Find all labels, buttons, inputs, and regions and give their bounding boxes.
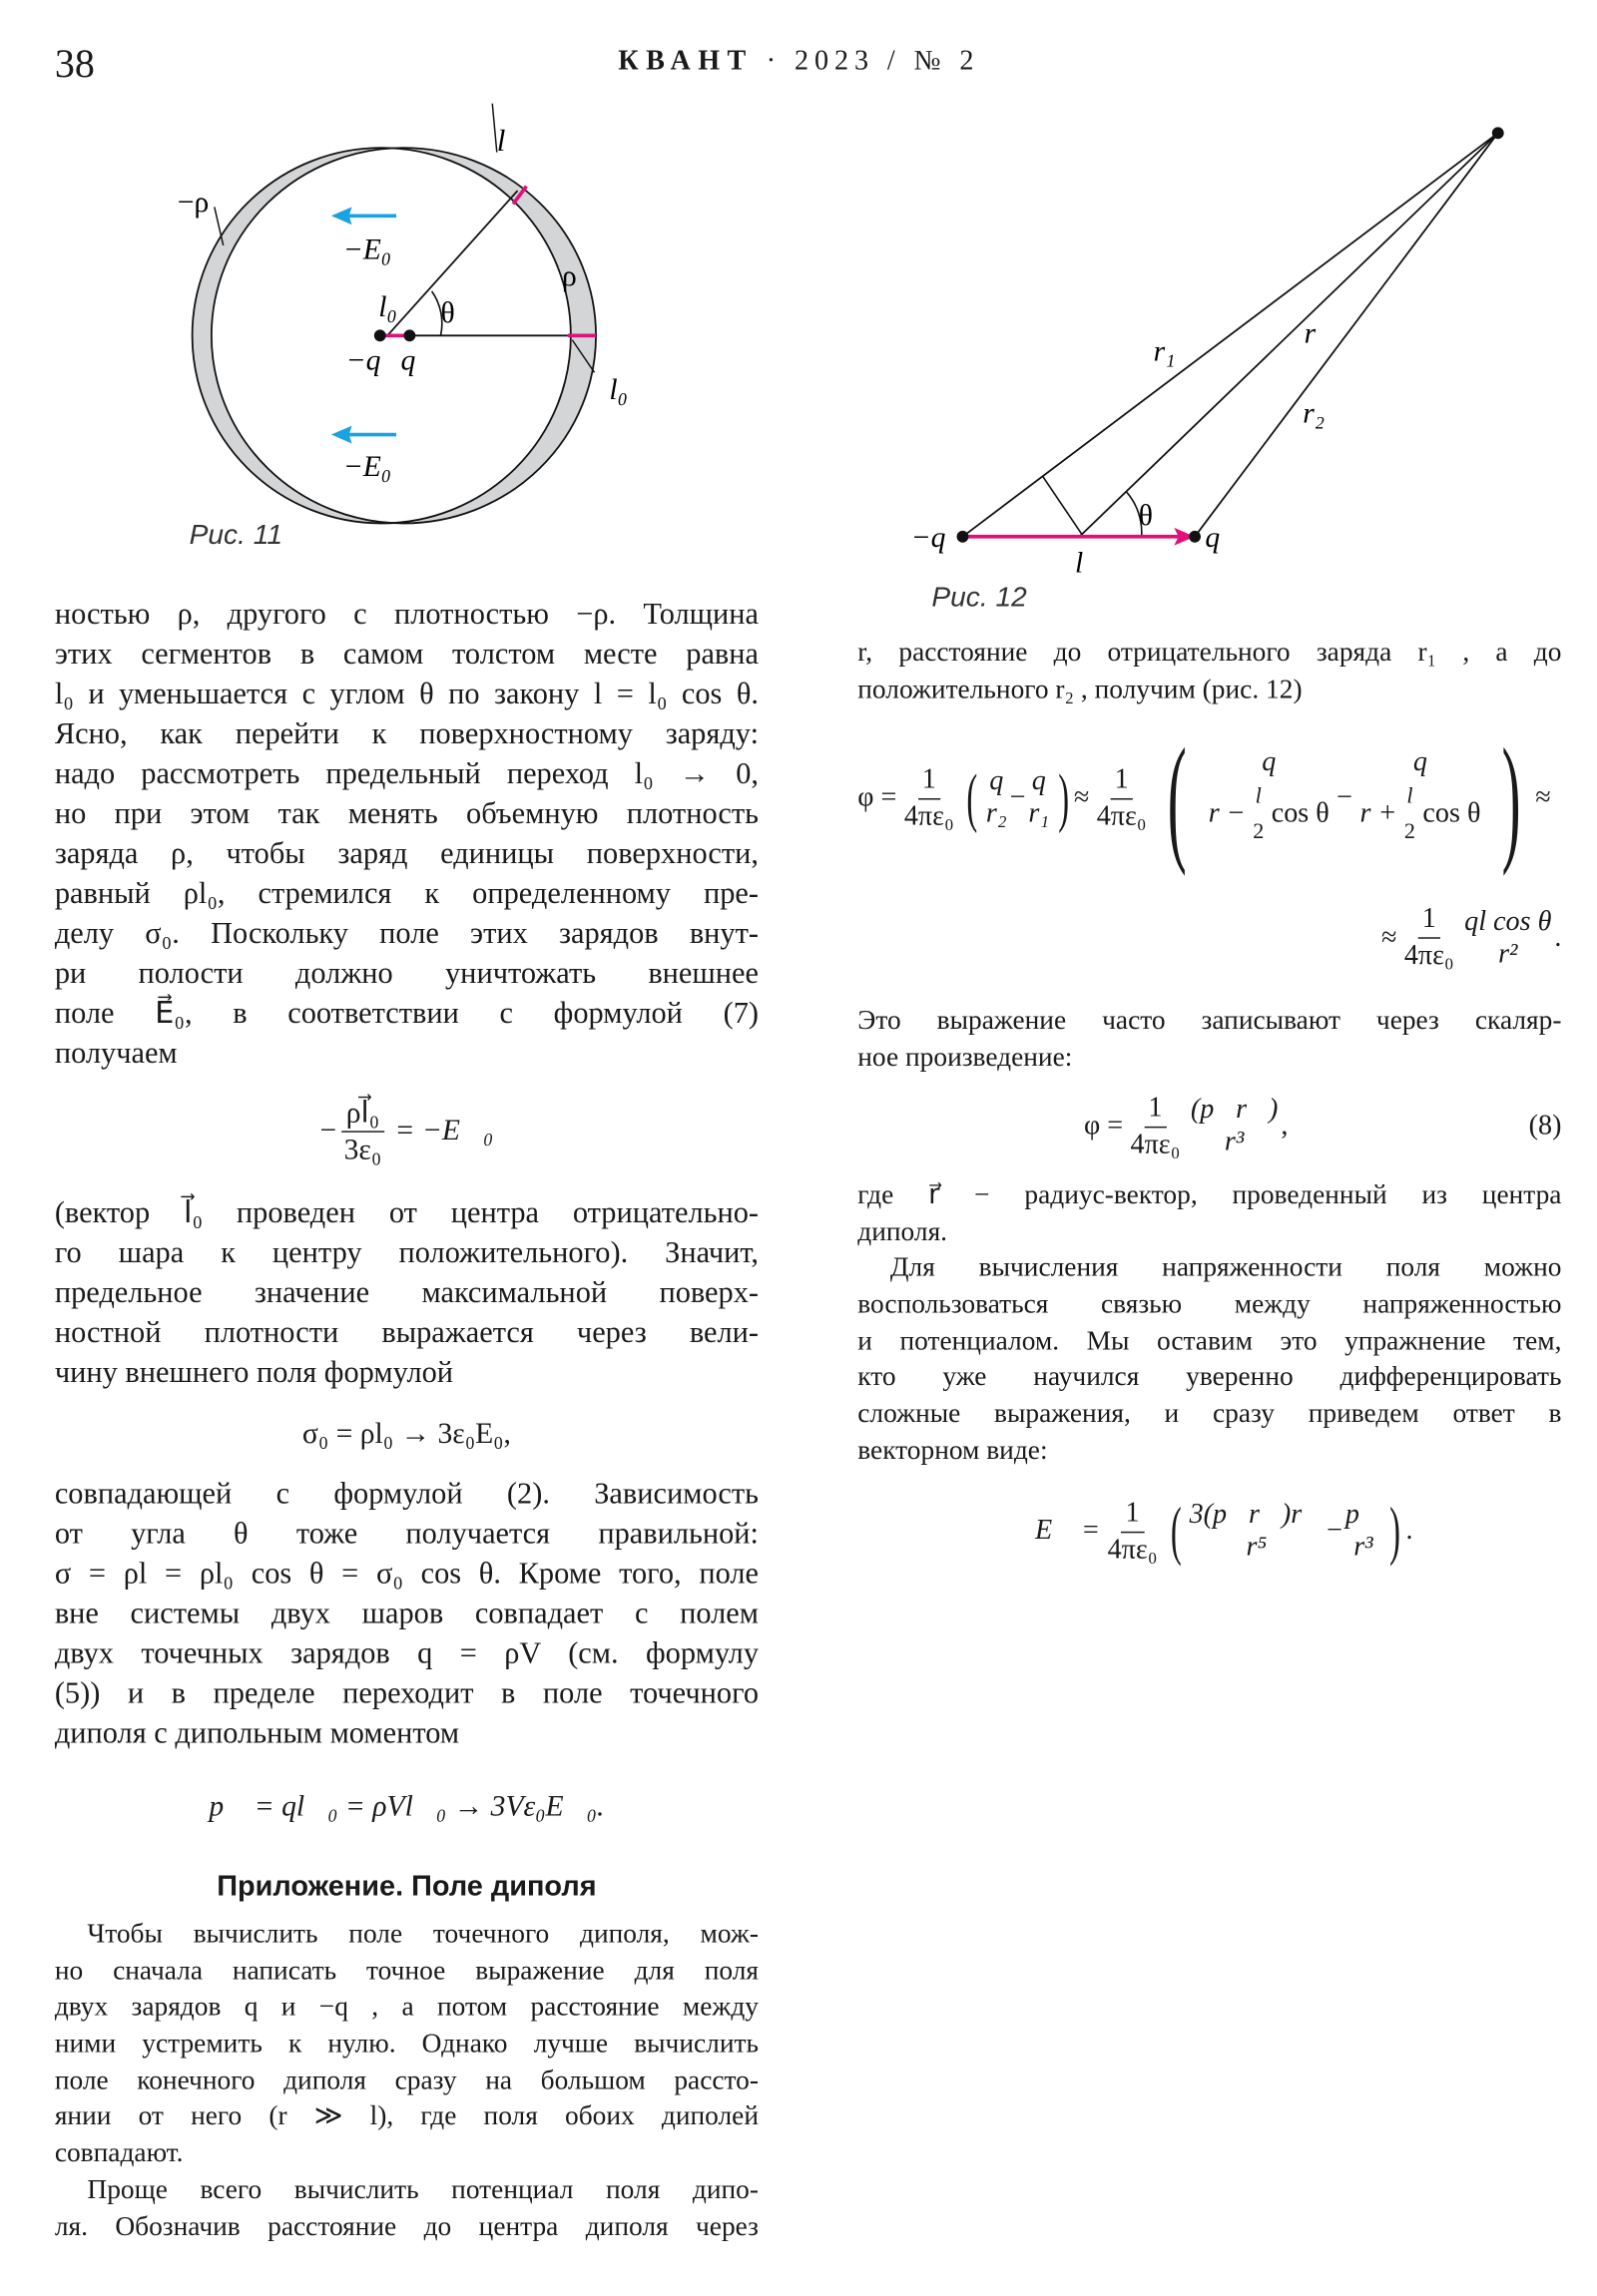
numerator: q	[989, 765, 1004, 797]
denominator: 4πε₀	[903, 800, 954, 832]
formula-potential-result	[1331, 902, 1561, 975]
rhs: = −E⃗₀	[394, 1114, 494, 1147]
numerator: q	[1412, 746, 1427, 778]
numerator: 3(p⃗r⃗)r⃗	[1189, 1499, 1325, 1531]
numerator: 1	[1121, 1496, 1144, 1533]
text-line: Ясно, как перейти к поверхностному заряду:	[54, 718, 760, 751]
denominator: r²	[1498, 938, 1518, 970]
text-line: диполя с дипольным моментом	[54, 1717, 460, 1751]
label-minus-E0-bottom: −E₀	[342, 451, 392, 484]
approx-sign: ≈	[1073, 781, 1090, 813]
text-line: этих сегментов в самом толстом месте равна	[54, 639, 760, 672]
fraction	[1028, 765, 1049, 830]
label-l: l	[1075, 547, 1084, 577]
text-line: заряда ρ, чтобы заряд единицы поверхности,	[54, 838, 760, 871]
period: .	[1405, 1515, 1413, 1547]
denominator: r⁵	[1246, 1531, 1268, 1563]
numerator: ql cos θ	[1464, 905, 1552, 937]
numerator: 1	[917, 762, 940, 799]
text-line: Проще всего вычислить потенциал поля дипо-	[87, 2175, 760, 2206]
text-line: (5)) и в пределе переходит в поле точечного	[54, 1677, 760, 1711]
text-line: поле конечного диполя сразу на большом рассто-	[54, 2066, 760, 2096]
formula-potential: φ = $\frac{1}{\text{4πε₀}}$ ( q r₂ − q r₁ ) ≈ $\frac{1}{\text{4πε₀}}$ ( q r − l 2 cos θ − q r + l 2 cos θ ) ≈	[857, 718, 1551, 877]
minus-sign: −	[319, 1114, 337, 1147]
denominator: 4πε₀	[1107, 1534, 1158, 1566]
text-line: поле E⃗₀, в соответствии с формулой (7)	[54, 998, 760, 1031]
fraction	[339, 1095, 385, 1167]
numerator: q	[1262, 746, 1277, 778]
two: 2	[1253, 820, 1265, 844]
numerator: 1	[1110, 762, 1133, 799]
E-vector: E⃗ =	[1035, 1515, 1101, 1547]
section-heading: Приложение. Поле диполя	[217, 1870, 597, 1903]
period: .	[1554, 921, 1562, 953]
fraction	[1345, 1499, 1381, 1564]
approx-sign: ≈	[1380, 921, 1397, 953]
formula-8	[857, 1087, 1561, 1166]
formula-field: E⃗ = $\frac{1}{\text{4πε₀}}$ ( 3(p⃗r⃗)r⃗ r⁵ − p⃗ r³ ) .	[1035, 1494, 1413, 1568]
label-rho: ρ	[561, 259, 577, 292]
formula-text: p⃗ = ql⃗₀ = ρVl⃗₀ → 3Vε₀E⃗₀.	[209, 1789, 605, 1822]
cos: cos θ	[1271, 798, 1330, 830]
minus-sign: −	[1327, 1515, 1342, 1547]
text-line: r, расстояние до отрицательного заряда r₁ , а до	[857, 639, 1562, 669]
text-line: вне системы двух шаров совпадает с полем	[54, 1598, 760, 1631]
numerator: 1	[1417, 902, 1440, 939]
text-line: двух точечных зарядов q = ρV (см. формулу	[54, 1637, 760, 1671]
figure-11-caption: Рис. 11	[189, 520, 283, 552]
fraction	[1126, 1091, 1185, 1163]
fraction	[1399, 902, 1458, 975]
label-theta: θ	[1138, 499, 1153, 532]
formula-surface-density	[55, 1087, 759, 1175]
l: l	[1406, 784, 1413, 809]
left-paragraph-3	[55, 1476, 759, 1755]
text-line: от угла θ тоже получается правильной:	[54, 1518, 760, 1552]
label-minus-q: −q	[345, 344, 381, 377]
denominator: 3ε₀	[343, 1133, 382, 1166]
label-minus-rho: −ρ	[177, 186, 210, 219]
text-line: векторном виде:	[857, 1436, 1048, 1467]
fraction	[899, 762, 958, 835]
issue: · 2023 / № 2	[766, 45, 980, 78]
minus-sign: −	[1009, 781, 1026, 813]
text-line: чину внешнего поля формулой	[54, 1357, 454, 1390]
fraction	[1092, 762, 1151, 835]
cos: cos θ	[1422, 798, 1481, 830]
denominator: 4πε₀	[1096, 800, 1147, 832]
minus-sign: −	[1336, 781, 1353, 813]
denominator: r³	[1353, 1531, 1373, 1563]
text-line: ностной плотности выражается через вели-	[54, 1317, 760, 1350]
label-minus-E0-top: −E₀	[342, 233, 392, 266]
numerator: (p⃗r⃗)	[1190, 1094, 1279, 1126]
label-theta: θ	[440, 296, 455, 329]
right-paragraph-1	[857, 636, 1561, 708]
left-paragraph-1	[55, 596, 759, 1075]
figure-12	[887, 104, 1538, 577]
comma: ,	[1281, 1110, 1289, 1142]
equation-number: (8)	[1528, 1110, 1562, 1142]
fraction	[986, 765, 1007, 830]
page-number: 38	[54, 41, 95, 86]
text-line: получаем	[54, 1038, 178, 1071]
numerator: ρl⃗₀	[341, 1095, 383, 1132]
fraction	[1355, 746, 1485, 850]
fraction	[1464, 905, 1551, 970]
approx-sign: ≈	[1535, 781, 1551, 813]
text-line: (вектор l⃗₀ проведен от центра отрицательно-	[54, 1197, 760, 1230]
text-line: ля. Обозначив расстояние до центра диполя через	[54, 2212, 760, 2242]
den-part: r −	[1208, 798, 1246, 830]
text-line: l₀ и уменьшается с углом θ по закону l = l₀ cos θ.	[54, 679, 760, 711]
denominator: 4πε₀	[1403, 940, 1454, 972]
text-line: положительного r₂ , получим (рис. 12)	[857, 675, 1303, 705]
numerator: p⃗	[1344, 1499, 1381, 1531]
running-header	[618, 46, 979, 79]
phi: φ =	[857, 781, 897, 813]
text-line: янии от него (r ≫ l), где поля обоих диполей	[54, 2102, 760, 2132]
text-line: Это выражение часто записывают через скаляр-	[857, 1006, 1562, 1037]
label-r1: r₁	[1153, 335, 1176, 368]
right-paragraph-2	[857, 1004, 1561, 1077]
denominator: 4πε₀	[1130, 1129, 1181, 1160]
label-r2: r₂	[1303, 397, 1326, 430]
phi: φ =	[1083, 1110, 1124, 1142]
left-paragraph-4	[55, 1918, 759, 2246]
text-line: делу σ₀. Поскольку поле этих зарядов внут-	[54, 918, 760, 951]
journal-name: КВАНТ	[618, 45, 754, 78]
text-line: и потенциалом. Мы оставим это упражнение тем,	[857, 1327, 1562, 1357]
numerator: q	[1031, 765, 1046, 797]
two: 2	[1403, 820, 1415, 844]
formula-dipole-moment	[55, 1784, 759, 1828]
text-line: равный ρl₀, стремился к определенному пре-	[54, 878, 760, 911]
text-line: где r⃗ − радиус-вектор, проведенный из центра	[857, 1180, 1562, 1211]
fraction	[1103, 1496, 1162, 1569]
text-line: двух зарядов q и −q , а потом расстояние между	[54, 1993, 760, 2024]
text-line: сложные выражения, и сразу приведем ответ в	[857, 1400, 1562, 1430]
right-paragraph-3	[857, 1178, 1561, 1471]
label-minus-q: −q	[910, 522, 946, 555]
fraction	[1190, 1499, 1324, 1564]
text-line: ними устремить к нулю. Однако лучше вычислить	[54, 2030, 760, 2060]
text-line: Для вычисления напряженности поля можно	[889, 1253, 1562, 1284]
text-line: ри полости должно уничтожать внешнее	[54, 958, 760, 991]
text-line: кто уже научился уверенно дифференцировать	[857, 1363, 1562, 1394]
label-l: l	[496, 123, 506, 159]
denominator: r³	[1224, 1126, 1245, 1158]
label-r: r	[1304, 317, 1317, 350]
figure-11	[148, 104, 680, 577]
denominator: r₂	[985, 798, 1007, 830]
text-line: го шара к центру положительного). Значит,	[54, 1237, 760, 1270]
text-line: но при этом так менять объемную плотность	[54, 798, 760, 831]
numerator: 1	[1144, 1091, 1167, 1128]
formula-text: σ₀ = ρl₀ → 3ε₀E₀,	[301, 1417, 511, 1450]
formula-sigma0	[55, 1412, 759, 1456]
text-line: σ = ρl = ρl₀ cos θ = σ₀ cos θ. Кроме того, поле	[54, 1558, 760, 1592]
text-line: предельное значение максимальной поверх-	[54, 1277, 760, 1310]
text-line: надо рассмотреть предельный переход l₀ → 0,	[54, 758, 760, 791]
label-l0-center: l₀	[378, 291, 397, 324]
text-line: ное произведение:	[857, 1043, 1073, 1074]
text-line: диполя.	[857, 1217, 948, 1247]
left-paragraph-2	[55, 1194, 759, 1394]
text-line: ностью ρ, другого с плотностью −ρ. Толщина	[54, 599, 760, 632]
den-part: r +	[1359, 798, 1397, 830]
denominator: r₁	[1028, 798, 1050, 830]
text-line: но сначала написать точное выражение для поля	[54, 1957, 760, 1987]
text-line: совпадающей с формулой (2). Зависимость	[54, 1478, 760, 1512]
label-l0-right: l₀	[609, 374, 628, 407]
figure-12-caption: Рис. 12	[931, 582, 1027, 614]
fraction	[1191, 1094, 1279, 1158]
fraction	[1204, 746, 1333, 850]
label-q: q	[1205, 522, 1221, 555]
l: l	[1255, 784, 1262, 809]
text-line: совпадают.	[54, 2138, 184, 2169]
text-line: Чтобы вычислить поле точечного диполя, мож-	[87, 1920, 760, 1951]
label-q: q	[400, 344, 416, 377]
text-line: воспользоваться связью между напряженностью	[857, 1290, 1562, 1321]
